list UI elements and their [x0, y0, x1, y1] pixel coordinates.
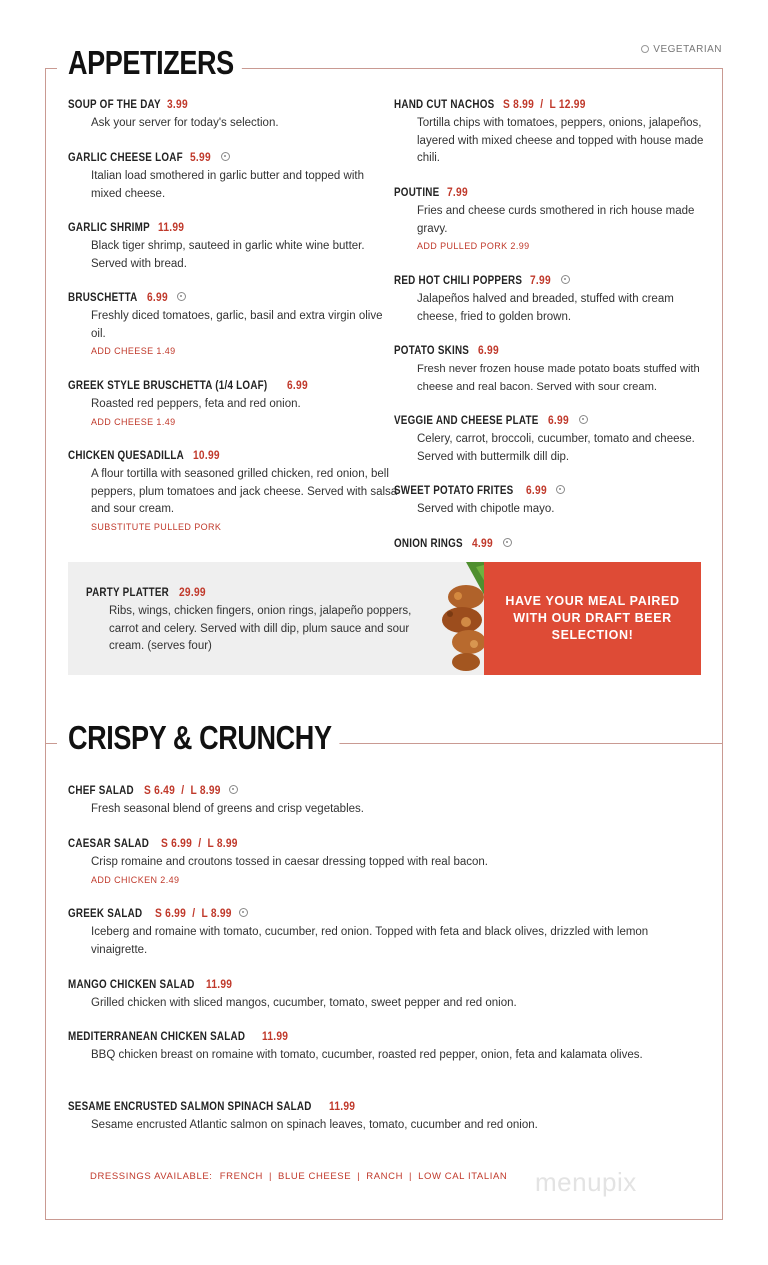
item-price: 6.99 — [146, 290, 168, 304]
item-price: 6.99 — [287, 378, 309, 392]
item-addon: ADD CHEESE 1.49 — [91, 416, 176, 427]
item-description: Sesame encrusted Atlantic salmon on spinach leaves, tomato, cucumber and red onion. — [91, 1119, 538, 1131]
frame-mid-line — [283, 743, 723, 744]
menu-item — [394, 272, 710, 326]
dressing-option: FRENCH — [219, 1171, 263, 1182]
vegetarian-icon — [221, 152, 230, 161]
item-price: 4.99 — [471, 536, 493, 550]
vegetarian-legend-label: VEGETARIAN — [653, 44, 722, 55]
vegetarian-icon — [229, 785, 238, 794]
item-description: Served with chipotle mayo. — [417, 503, 555, 515]
food-photo-wings — [436, 562, 488, 675]
item-description: Fries and cheese curds smothered in rich house made gravy. — [417, 205, 695, 235]
vegetarian-icon — [177, 292, 186, 301]
item-name: PARTY PLATTER — [86, 585, 170, 599]
item-description: Tortilla chips with tomatoes, peppers, onions, jalapeños, layered with mixed cheese and topped with house made chili. — [417, 117, 704, 164]
item-description: Fresh seasonal blend of greens and crisp vegetables. — [91, 803, 364, 815]
menu-item — [68, 905, 708, 959]
item-name: RED HOT CHILI POPPERS — [394, 273, 523, 287]
item-price: 11.99 — [206, 977, 233, 991]
item-description: Italian load smothered in garlic butter and topped with mixed cheese. — [91, 170, 364, 200]
item-description: Iceberg and romaine with tomato, cucumber, red onion. Topped with feta and black olives, drizzled with lemon vinaigrette. — [91, 926, 649, 956]
item-description: Grilled chicken with sliced mangos, cucumber, tomato, sweet pepper and red onion. — [91, 997, 517, 1009]
item-price: 7.99 — [530, 273, 552, 287]
item-addon: ADD CHEESE 1.49 — [91, 346, 176, 356]
item-description: Celery, carrot, broccoli, cucumber, tomato and cheese. Served with buttermilk dill dip. — [417, 433, 695, 463]
item-price: 29.99 — [179, 585, 207, 599]
item-addon: SUBSTITUTE PULLED PORK — [91, 521, 222, 532]
item-name: MANGO CHICKEN SALAD — [68, 977, 195, 991]
item-name: ONION RINGS — [394, 536, 463, 550]
menu-item — [394, 184, 710, 252]
item-name: POTATO SKINS — [394, 343, 470, 357]
vegetarian-icon — [239, 908, 248, 917]
item-name: CHEF SALAD — [68, 783, 134, 797]
menu-item — [68, 96, 388, 133]
item-name: GARLIC CHEESE LOAF — [68, 150, 183, 164]
menu-item — [68, 835, 708, 886]
item-price: 6.99 — [525, 483, 547, 497]
menu-item — [68, 782, 708, 819]
item-description: Ask your server for today's selection. — [91, 117, 279, 129]
dressings-label: DRESSINGS AVAILABLE: — [90, 1171, 213, 1182]
item-description: Roasted red peppers, feta and red onion. — [91, 398, 301, 410]
frame-bottom-line — [45, 1219, 723, 1220]
item-name: VEGGIE AND CHEESE PLATE — [394, 413, 539, 427]
item-price: 11.99 — [157, 220, 185, 234]
watermark-logo: menupix — [535, 1167, 637, 1197]
item-price: 3.99 — [167, 97, 189, 111]
dressing-option: LOW CAL ITALIAN — [418, 1171, 508, 1182]
promo-banner — [484, 562, 701, 675]
item-name: SESAME ENCRUSTED SALMON SPINACH SALAD — [68, 1099, 312, 1113]
menu-item — [394, 412, 710, 466]
item-description: Fresh never frozen house made potato boats stuffed with cheese and real bacon. Served with sour cream. — [417, 363, 700, 393]
vegetarian-icon — [503, 538, 512, 547]
item-price: 5.99 — [190, 150, 211, 164]
menu-item — [68, 149, 388, 203]
item-name: CAESAR SALAD — [68, 836, 150, 850]
menu-item — [68, 289, 388, 357]
item-addon: ADD CHICKEN 2.49 — [91, 874, 180, 885]
item-description: Ribs, wings, chicken fingers, onion rings, jalapeño poppers, carrot and celery. Served with dill dip, plum sauce and sour cream. (serves four) — [109, 605, 412, 652]
vegetarian-icon — [561, 275, 570, 284]
menu-item — [68, 1028, 708, 1065]
vegetarian-legend — [641, 44, 722, 55]
frame-top-stub — [45, 68, 57, 69]
item-addon: ADD PULLED PORK 2.99 — [417, 241, 530, 251]
menu-item — [68, 377, 388, 428]
item-description: A flour tortilla with seasoned grilled chicken, red onion, bell peppers, plum tomatoes and jack cheese. Served with salsa and sour cream. — [91, 468, 398, 515]
item-price: 6.99 — [477, 343, 499, 357]
item-name: POUTINE — [394, 185, 440, 199]
dressings-list: DRESSINGS AVAILABLE: FRENCH | BLUE CHEESE | RANCH | LOW CAL ITALIAN — [90, 1171, 508, 1182]
item-name: GARLIC SHRIMP — [68, 220, 150, 234]
item-price: 7.99 — [447, 185, 469, 199]
menu-item — [68, 1098, 708, 1135]
item-description: BBQ chicken breast on romaine with tomato, cucumber, roasted red pepper, onion, feta and kalamata olives. — [91, 1049, 643, 1061]
section-title-crispy-crunchy: CRISPY & CRUNCHY — [68, 719, 340, 757]
item-price: 6.99 — [548, 413, 570, 427]
item-name: SOUP OF THE DAY — [68, 97, 161, 111]
dressing-option: RANCH — [366, 1171, 404, 1182]
frame-top-line — [208, 68, 723, 69]
item-name: BRUSCHETTA — [68, 290, 138, 304]
item-name: GREEK STYLE BRUSCHETTA (1/4 LOAF) — [68, 378, 268, 392]
item-name: CHICKEN QUESADILLA — [68, 448, 184, 462]
vegetarian-icon — [556, 485, 565, 494]
frame-right-line — [722, 68, 723, 1220]
vegetarian-icon — [641, 45, 649, 53]
item-name: HAND CUT NACHOS — [394, 97, 495, 111]
item-price: S 8.99 / L 12.99 — [502, 97, 586, 111]
frame-left-line-bottom — [45, 743, 46, 1220]
item-price: 10.99 — [193, 448, 221, 462]
frame-left-line-top — [45, 68, 46, 744]
item-description: Black tiger shrimp, sauteed in garlic white wine butter. Served with bread. — [91, 240, 365, 270]
frame-mid-stub — [45, 743, 57, 744]
item-name: SWEET POTATO FRITES — [394, 483, 514, 497]
vegetarian-icon — [579, 415, 588, 424]
menu-item — [394, 96, 710, 168]
item-description: Freshly diced tomatoes, garlic, basil and extra virgin olive oil. — [91, 310, 383, 340]
item-description: Crisp romaine and croutons tossed in caesar dressing topped with real bacon. — [91, 856, 488, 868]
item-price: S 6.49 / L 8.99 — [144, 783, 222, 797]
dressing-option: BLUE CHEESE — [278, 1171, 352, 1182]
menu-item — [68, 219, 388, 273]
menu-item — [394, 535, 710, 551]
item-name: MEDITERRANEAN CHICKEN SALAD — [68, 1029, 246, 1043]
promo-text: HAVE YOUR MEAL PAIRED WITH OUR DRAFT BEER SELECTION! — [505, 594, 680, 642]
item-name: GREEK SALAD — [68, 906, 143, 920]
menu-item — [68, 447, 398, 533]
menu-item — [394, 482, 710, 519]
menu-item — [68, 976, 708, 1013]
item-price: S 6.99 / L 8.99 — [160, 836, 238, 850]
section-title-appetizers: APPETIZERS — [68, 44, 242, 82]
item-price: S 6.99 / L 8.99 — [154, 906, 232, 920]
menu-item-party-platter — [86, 584, 438, 656]
menu-item — [394, 342, 714, 396]
item-description: Jalapeños halved and breaded, stuffed with cream cheese, fried to golden brown. — [417, 293, 674, 323]
item-price: 11.99 — [262, 1029, 289, 1043]
item-price: 11.99 — [329, 1099, 356, 1113]
